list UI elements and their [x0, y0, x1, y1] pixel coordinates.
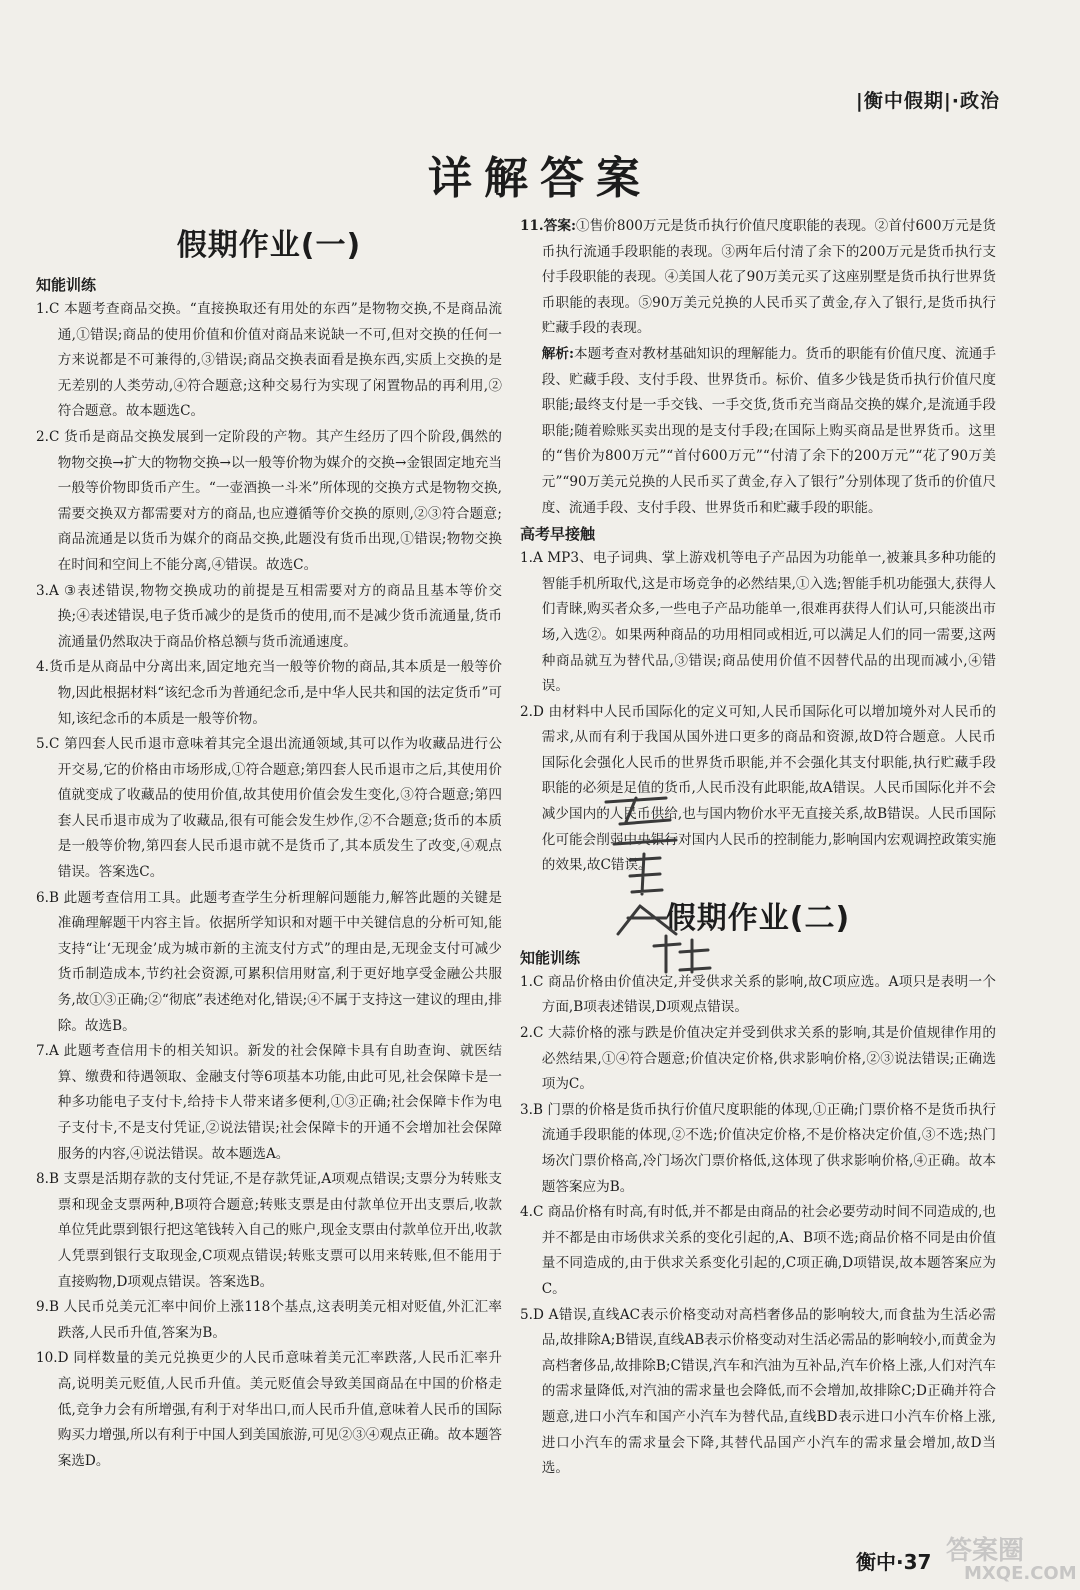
answer-item: 2.C 货币是商品交换发展到一定阶段的产物。其产生经历了四个阶段,偶然的物物交换→扩大的物物交换→以一般等价物为媒介的交换→金银固定地充当一般等价物即货币产生。“一壶酒换一斗米”所体现的交换方式是物物交换,需要交换双方都需要对方的商品,也应遵循等价交换的原则,②③符合题意;商品流通是以货币为媒介的商品交换,此题没有货币出现,①错误;物物交换在时间和空间上不能分离,④错误。故选C。	[36, 428, 502, 573]
subhead-gaokao: 高考早接触	[520, 525, 596, 544]
answer-item: 4.C 商品价格有时高,有时低,并不都是由商品的社会必要劳动时间不同造成的,也并不都是由市场供求关系的变化引起的,A、B项不选;商品价格不同是由价值量不同造成的,由于供求关系变化引起的,C项正确,D项错误,故本题答案应为C。	[520, 1204, 996, 1297]
handwritten-mark-image	[596, 784, 716, 974]
analysis-text: 本题考查对教材基础知识的理解能力。货币的职能有价值尺度、流通手段、贮藏手段、支付手段、世界货币。标价、值多少钱是货币执行价值尺度职能;最终支付是一手交钱、一手交货,货币充当商品交换的媒介,是流通手段职能;随着赊账买卖出现的是支付手段;在国际上购买商品是世界货币。这里的“售价为800万元”“首付600万元”“付清了余下的200万元”“花了90万美元”“90万美元兑换的人民币买了黄金,存入了银行”分别体现了货币的价值尺度、流通手段、支付手段、世界货币和贮藏手段的职能。	[541, 345, 996, 516]
answer-item: 5.C 第四套人民币退市意味着其完全退出流通领域,其可以作为收藏品进行公开交易,它的价格由市场形成,①符合题意;第四套人民币退市之后,其使用价值就变成了收藏品的使用价值,故其使用价值会发生变化,③符合题意;第四套人民币退市成为了收藏品,很有可能会发生炒作,②不合题意;货币的本质是一般等价物,第四套人民币退市就不是货币了,其本质发生了改变,④观点错误。答案选C。	[36, 736, 502, 881]
answer-item: 3.A ③表述错误,物物交换成功的前提是互相需要对方的商品且基本等价交换;④表述错误,电子货币减少的是货币的使用,而不是减少货币流通量,货币流通量仍然取决于商品价格总额与货币流通速度。	[36, 582, 502, 650]
watermark-logo	[946, 1530, 1077, 1584]
page-title: 详解答案	[428, 153, 652, 204]
watermark-text: 答案圈	[946, 1536, 1025, 1566]
analysis-label: 解析:	[541, 345, 574, 362]
answer-item: 6.B 此题考查信用工具。此题考查学生分析理解问题能力,解答此题的关键是准确理解题干内容主旨。依据所学知识和对题干中关键信息的分析可知,能支持“让‘无现金’成为城市新的主流支付方式”的理由是,无现金支付可减少货币制造成本,节约社会资源,可累积信用财富,利于更好地享受金融公共服务,故①③正确;②“彻底”表述绝对化,错误;④不属于支持这一建议的理由,排除。故选B。	[36, 889, 502, 1034]
answer-item: 2.C 大蒜价格的涨与跌是价值决定并受到供求关系的影响,其是价值规律作用的必然结果,①④符合题意;价值决定价格,供求影响价格,②③说法错误;正确选项为C。	[520, 1025, 996, 1093]
answer-item: 1.C 本题考查商品交换。“直接换取还有用处的东西”是物物交换,不是商品流通,①错误;商品的使用价值和价值对商品来说缺一不可,但对交换的任何一方来说都是不可兼得的,③错误;商品交换表面看是换东西,实质上交换的是无差别的人类劳动,④符合题意;这种交易行为实现了闲置物品的再利用,②符合题意。故本题选C。	[36, 301, 502, 420]
analysis-item-11	[520, 342, 996, 521]
subhead-zhineng-2: 知能训练	[520, 948, 581, 967]
answer-item: 4.货币是从商品中分离出来,固定地充当一般等价物的商品,其本质是一般等价物,因此根据材料“该纪念币为普通纪念币,是中华人民共和国的法定货币”可知,该纪念币的本质是一般等价物。	[36, 659, 502, 727]
section-title-1: 假期作业(一)	[176, 228, 362, 263]
watermark-url: MXQE.COM	[964, 1563, 1077, 1584]
right-column	[520, 214, 996, 1482]
answer-label: 11.答案:	[520, 218, 576, 234]
answer-item: 7.A 此题考查信用卡的相关知识。新发的社会保障卡具有自助查询、就医结算、缴费和待遇领取、金融支付等6项基本功能,由此可见,社会保障卡是一种多功能电子支付卡,给持卡人带来诸多便利,①③正确;社会保障卡作为电子支付卡,不是支付凭证,②说法错误;社会保障卡的开通不会增加社会保障服务的内容,④说法错误。故本题选A。	[36, 1043, 502, 1162]
answer-item: 8.B 支票是活期存款的支付凭证,不是存款凭证,A项观点错误;支票分为转账支票和现金支票两种,B项符合题意;转账支票是由付款单位开出支票后,收款单位凭此票到银行把这笔钱转入自己的账户,现金支票由付款单位开出,收款人凭票到银行支取现金,C项观点错误;转账支票可以用来转账,但不能用于直接购物,D项观点错误。答案选B。	[36, 1171, 502, 1290]
left-column	[36, 214, 502, 1474]
gaokao-item: 1.A MP3、电子词典、掌上游戏机等电子产品因为功能单一,被兼具多种功能的智能手机所取代,这是市场竞争的必然结果,①入选;智能手机功能强大,获得人们青睐,购买者众多,一些电子产品功能单一,很难再获得人们认可,只能淡出市场,入选②。如果两种商品的功用相同或相近,可以满足人们的同一需要,这两种商品就互为替代品,③错误;商品使用价值不因替代品的出现而减小,④错误。	[520, 550, 996, 695]
answer-item: 1.C 商品价格由价值决定,并受供求关系的影响,故C项应选。A项只是表明一个方面,B项表述错误,D项观点错误。	[520, 973, 996, 1016]
answer-item: 3.B 门票的价格是货币执行价值尺度职能的体现,①正确;门票价格不是货币执行流通手段职能的体现,②不选;价值决定价格,不是价格决定价值,③不选;热门场次门票价格高,冷门场次门票价格低,这体现了供求影响价格,④正确。故本题答案应为B。	[520, 1101, 996, 1195]
page-number: 衡中·37	[856, 1550, 932, 1574]
subhead-zhineng-1: 知能训练	[36, 276, 97, 294]
answer-item: 9.B 人民币兑美元汇率中间价上涨118个基点,这表明美元相对贬值,外汇汇率跌落,人民币升值,答案为B。	[36, 1299, 502, 1341]
section-title-2: 假期作业(二)	[665, 900, 851, 936]
answer-text: ①售价800万元是货币执行价值尺度职能的表现。②首付600万元是货币执行流通手段职能的表现。③两年后付清了余下的200万元是货币执行支付手段职能的表现。④美国人花了90万美元买了这座别墅是货币执行世界货币职能的表现。⑤90万美元兑换的人民币买了黄金,存入了银行,是货币执行贮藏手段的表现。	[541, 218, 997, 337]
book-series-tag: |衡中假期|·政治	[855, 90, 1000, 112]
gaokao-item: 2.D 由材料中人民币国际化的定义可知,人民币国际化可以增加境外对人民币的需求,从而有利于我国从国外进口更多的商品和资源,故D符合题意。人民币国际化会强化人民币的世界货币职能,并不会强化其支付职能,执行贮藏手段职能的必须是足值的货币,人民币没有此职能,故A错误。人民币国际化并不会减少国内的人民币供给,也与国内物价水平无直接关系,故B错误。人民币国际化可能会削弱中央银行对国内人民币的控制能力,影响国内宏观调控政策实施的效果,故C错误。	[520, 703, 996, 874]
answer-item: 5.D A错误,直线AC表示价格变动对高档奢侈品的影响较大,而食盐为生活必需品,故排除A;B错误,直线AB表示价格变动对生活必需品的影响较小,而黄金为高档奢侈品,故排除B;C错误,汽车和汽油为互补品,汽车价格上涨,人们对汽车的需求量降低,对汽油的需求量也会降低,而不会增加,故排除C;D正确并符合题意,进口小汽车和国产小汽车为替代品,直线BD表示进口小汽车价格上涨,进口小汽车的需求量会下降,其替代品国产小汽车的需求量会增加,故D当选。	[520, 1306, 996, 1477]
answer-item-11	[520, 214, 996, 342]
answer-item: 10.D 同样数量的美元兑换更少的人民币意味着美元汇率跌落,人民币汇率升高,说明美元贬值,人民币升值。美元贬值会导致美国商品在中国的价格走低,竞争力会有所增强,有利于对华出口,而人民币升值,意味着人民币的国际购买力增强,所以有利于中国人到美国旅游,可见②③④观点正确。故本题答案选D。	[36, 1350, 502, 1469]
